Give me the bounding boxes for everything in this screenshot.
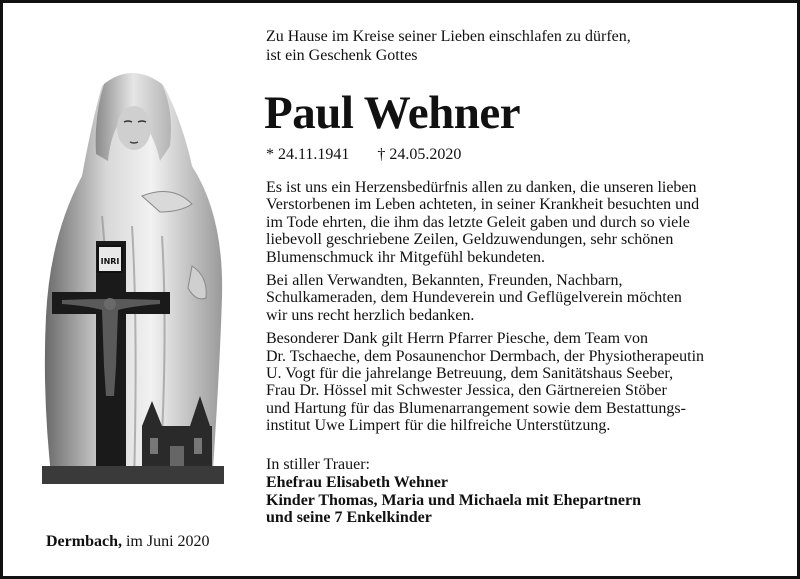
text-line: Frau Dr. Hössel mit Schwester Jessica, den Gärtnereien Stöber <box>266 382 667 400</box>
motto-line: Zu Hause im Kreise seiner Lieben einschlafen zu dürfen, <box>266 28 631 45</box>
text-line: Verstorbenen im Leben achteten, in seiner Krankheit besuchten und <box>266 196 700 214</box>
text-line: Blumenschmuck ihr Mitgefühl bekundeten. <box>266 248 546 266</box>
text-line: Schulkameraden, dem Hundeverein und Geflügelverein möchten <box>266 289 682 307</box>
madonna-crucifix-photo <box>42 66 224 484</box>
text-line: liebevoll geschriebene Zeilen, Geldzuwendungen, sehr schönen <box>266 231 674 249</box>
place-town: Dermbach, <box>46 533 122 550</box>
motto-line: ist ein Geschenk Gottes <box>266 47 418 64</box>
text-line: Besonderer Dank gilt Herrn Pfarrer Piesche, dem Team von <box>266 330 649 348</box>
thanks-paragraph <box>266 330 766 434</box>
place-date <box>46 532 210 551</box>
mourner-line: und seine 7 Enkelkinder <box>266 509 432 526</box>
mourner-line: Kinder Thomas, Maria und Michaela mit Ehepartnern <box>266 491 641 509</box>
motto <box>266 27 631 65</box>
text-line: und Hartung für das Blumenarrangement sowie dem Bestattungs- <box>266 399 686 417</box>
text-line: Es ist uns ein Herzensbedürfnis allen zu danken, die unseren lieben <box>266 179 697 196</box>
mourning-heading: In stiller Trauer: <box>266 456 370 473</box>
birth-date: * 24.11.1941 <box>266 146 350 163</box>
text-line: institut Uwe Limpert für die hilfreiche Unterstützung. <box>266 417 611 435</box>
mourner-line: Ehefrau Elisabeth Wehner <box>266 474 448 491</box>
thanks-text <box>266 179 766 441</box>
text-line: Dr. Tschaeche, dem Posaunenchor Dermbach, der Physiotherapeutin <box>266 347 705 365</box>
inri-plaque: INRI <box>100 257 120 266</box>
life-dates <box>266 145 461 164</box>
thanks-paragraph <box>266 272 766 324</box>
text-line: im Tode ehrten, die ihm das letzte Geleit gaben und durch so viele <box>266 213 690 231</box>
text-line: Bei allen Verwandten, Bekannten, Freunden, Nachbarn, <box>266 272 623 290</box>
death-date: † 24.05.2020 <box>377 146 462 163</box>
place-month: im Juni 2020 <box>125 533 210 550</box>
mourners-list <box>266 474 641 527</box>
deceased-name: Paul Wehner <box>264 87 521 139</box>
thanks-paragraph <box>266 179 766 266</box>
text-line: U. Vogt für die jahrelange Betreuung, dem Sanitätshaus Seeber, <box>266 365 674 383</box>
text-line: wir uns recht herzlich bedanken. <box>266 306 475 324</box>
